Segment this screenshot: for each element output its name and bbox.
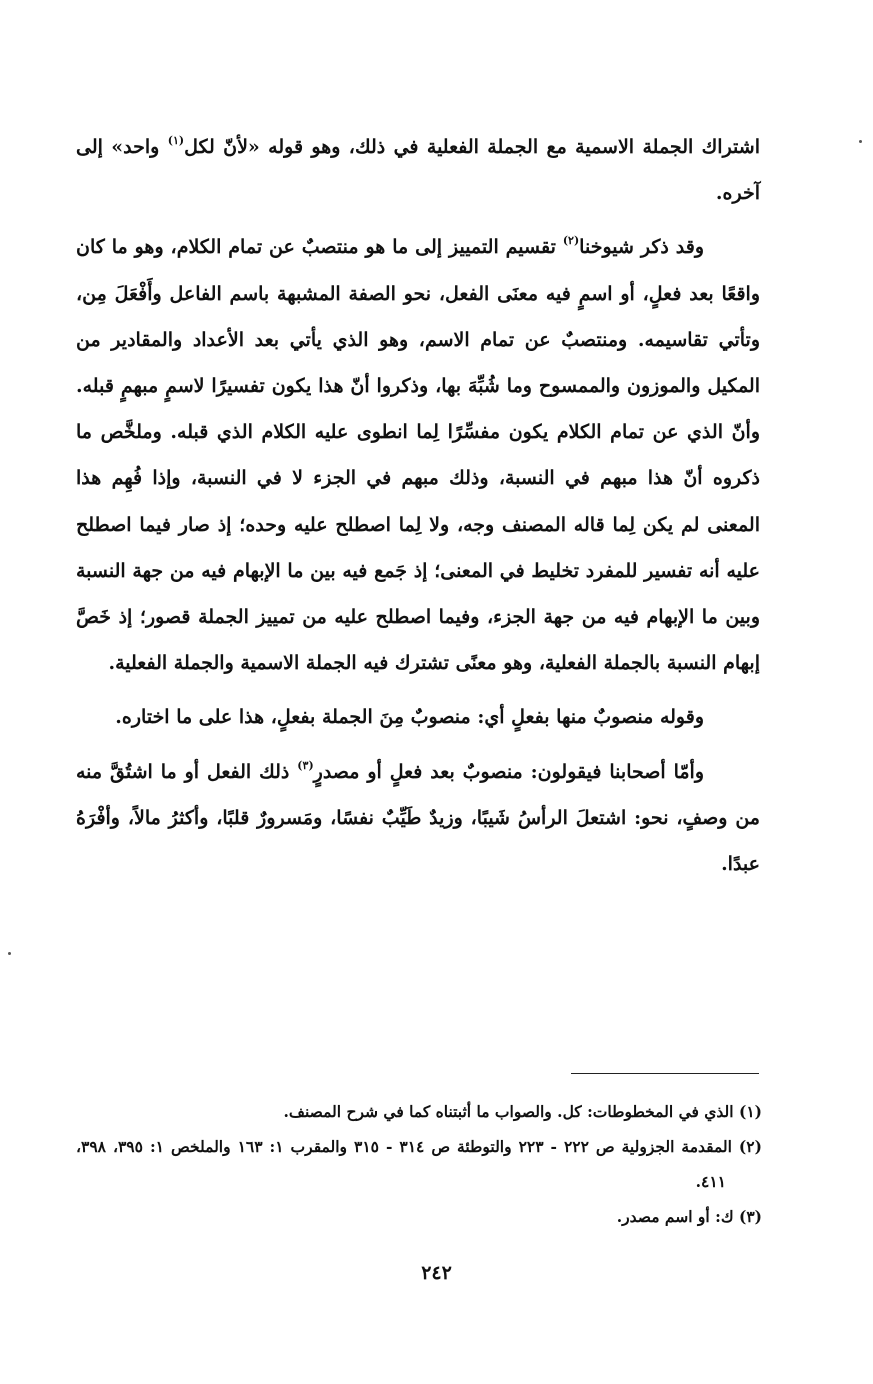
footnote-2: (٢) المقدمة الجزولية ص ٢٢٢ - ٢٢٣ والتوطئة ص ٣١٤ - ٣١٥ والمقرب ١: ١٦٣ والملخص ١: ٣٩٥، ٣٩٨، ٤١١. [76,1137,762,1191]
paragraph-4 [76,749,760,888]
paragraph-3-text: وقوله منصوبٌ منها بفعلٍ أي: منصوبٌ مِنَ الجملة بفعلٍ، هذا على ما اختاره. [115,706,704,729]
paragraph-2 [76,224,760,686]
paragraph-1 [76,124,760,216]
margin-speck [8,952,11,955]
paragraph-1-text-b: واحد» إلى آخره. [76,136,760,205]
paragraph-2-text-a: وقد ذكر شيوخنا [579,236,704,259]
paragraph-1-text-a: اشتراك الجملة الاسمية مع الجملة الفعلية في ذلك، وهو قوله «لأنّ لكل [184,136,760,158]
footnote-marker-3: (٣) [297,758,314,772]
paragraph-4-text-b: ذلك الفعل أو ما اشتُقَّ منه من وصفٍ، نحو: اشتعلَ الرأسُ شَيبًا، وزيدٌ طَيِّبٌ نفسًا، ومَسرورٌ قلبًا، وأكثرُ مالاً، وأفْرَهُ عبدًا. [76,760,760,876]
page-number: ٢٤٢ [421,1262,452,1284]
margin-speck [859,140,862,143]
main-text [76,124,760,887]
footnote-separator [571,1073,759,1074]
paragraph-2-text-b: تقسيم التمييز إلى ما هو منتصبٌ عن تمام الكلام، وهو ما كان واقعًا بعد فعلٍ، أو اسمٍ فيه معنَى الفعل، نحو الصفة المشبهة باسم الفاعل وأَفْعَلَ مِن، وتأتي تقاسيمه. ومنتصبٌ عن تمام الاسم، وهو الذي يأتي بعد الأعداد والمقادير من المكيل والموزون والممسوح وما شُبِّهَ بها، وذكروا أنّ هذا يكون تفسيرًا لاسمٍ مبهمٍ قبله. وأنّ الذي عن تمام الكلام يكون مفسِّرًا لِما انطوى عليه الكلام الذي قبله. وملخَّص ما ذكروه أنّ هذا مبهم في النسبة، وذلك مبهم في الجزء لا في النسبة، وإذا فُهِم هذا المعنى لم يكن لِما قاله المصنف وجه، ولا لِما اصطلح عليه وحده؛ إذ صار فيما اصطلح عليه أنه تفسير للمفرد تخليط في المعنى؛ إذ جَمع فيه بين ما الإبهام فيه من جهة النسبة وبين ما الإبهام فيه من جهة الجزء، وفيما اصطلح عليه من تمييز الجملة قصور؛ إذ خَصَّ إبهام النسبة بالجملة الفعلية، وهو معنًى تشترك فيه الجملة الاسمية والجملة الفعلية. [76,236,760,675]
footnotes [76,1094,762,1234]
footnote-3: (٣) ك: أو اسم مصدر. [616,1207,762,1226]
footnote-marker-2: (٢) [562,234,580,248]
footnote-marker-1: (١) [167,134,185,147]
paragraph-3 [76,694,760,740]
footnote-1: (١) الذي في المخطوطات: كل. والصواب ما أثبتناه كما في شرح المصنف. [283,1102,762,1121]
paragraph-4-text-a: وأمّا أصحابنا فيقولون: منصوبٌ بعد فعلٍ أو مصدرٍ [313,760,704,783]
